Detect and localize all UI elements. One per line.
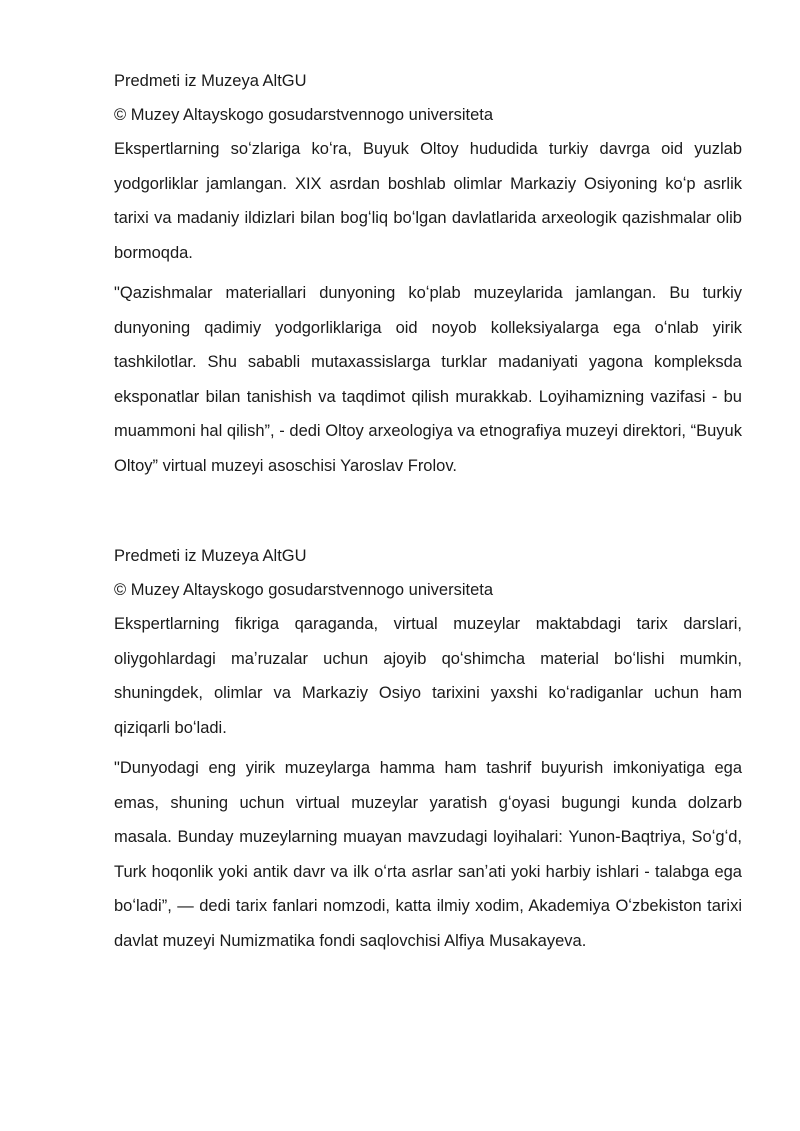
image-credit: © Muzey Altayskogo gosudarstvennogo universiteta	[114, 581, 494, 599]
section-2	[114, 545, 742, 958]
section-spacer	[114, 495, 742, 545]
image-caption: Predmeti iz Muzeya AltGU	[114, 72, 307, 90]
body-paragraph: Ekspertlarning soʻzlariga koʻra, Buyuk Oltoy hududida turkiy davrga oid yuzlab yodgorliklar jamlangan. XIX asrdan boshlab olimlar Markaziy Osiyoning koʻp asrlik tarixi va madaniy ildizlari bilan bogʻliq boʻlgan davlatlarida arxeologik qazishmalar olib bormoqda.	[114, 140, 742, 262]
quote-paragraph: "Qazishmalar materiallari dunyoning koʻplab muzeylarida jamlangan. Bu turkiy dunyoning qadimiy yodgorliklariga oid noyob kolleksiyalarga ega oʻnlab yirik tashkilotlar. Shu sababli mutaxassislarga turklar madaniyati yagona kompleksda eksponatlar bilan tanishish va taqdimot qilish murakkab. Loyihamizning vazifasi - bu muammoni hal qilish”, - dedi Oltoy arxeologiya va etnografiya muzeyi direktori, “Buyuk Oltoy” virtual muzeyi asoschisi Yaroslav Frolov.	[114, 284, 742, 475]
section-1	[114, 70, 742, 483]
image-caption: Predmeti iz Muzeya AltGU	[114, 547, 307, 565]
document-page	[114, 70, 742, 970]
image-credit: © Muzey Altayskogo gosudarstvennogo universiteta	[114, 106, 494, 124]
body-paragraph: Ekspertlarning fikriga qaraganda, virtual muzeylar maktabdagi tarix darslari, oliygohlardagi maʼruzalar uchun ajoyib qoʻshimcha material boʻlishi mumkin, shuningdek, olimlar va Markaziy Osiyo tarixini yaxshi koʻradiganlar uchun ham qiziqarli boʻladi.	[114, 615, 742, 737]
quote-paragraph: "Dunyodagi eng yirik muzeylarga hamma ham tashrif buyurish imkoniyatiga ega emas, shuning uchun virtual muzeylar yaratish gʻoyasi bugungi kunda dolzarb masala. Bunday muzeylarning muayan mavzudagi loyihalari: Yunon-Baqtriya, Soʻgʻd, Turk hoqonlik yoki antik davr va ilk oʻrta asrlar sanʼati yoki harbiy ishlari - talabga ega boʻladi”, — dedi tarix fanlari nomzodi, katta ilmiy xodim, Akademiya Oʻzbekiston tarixi davlat muzeyi Numizmatika fondi saqlovchisi Alfiya Musakayeva.	[114, 759, 742, 950]
